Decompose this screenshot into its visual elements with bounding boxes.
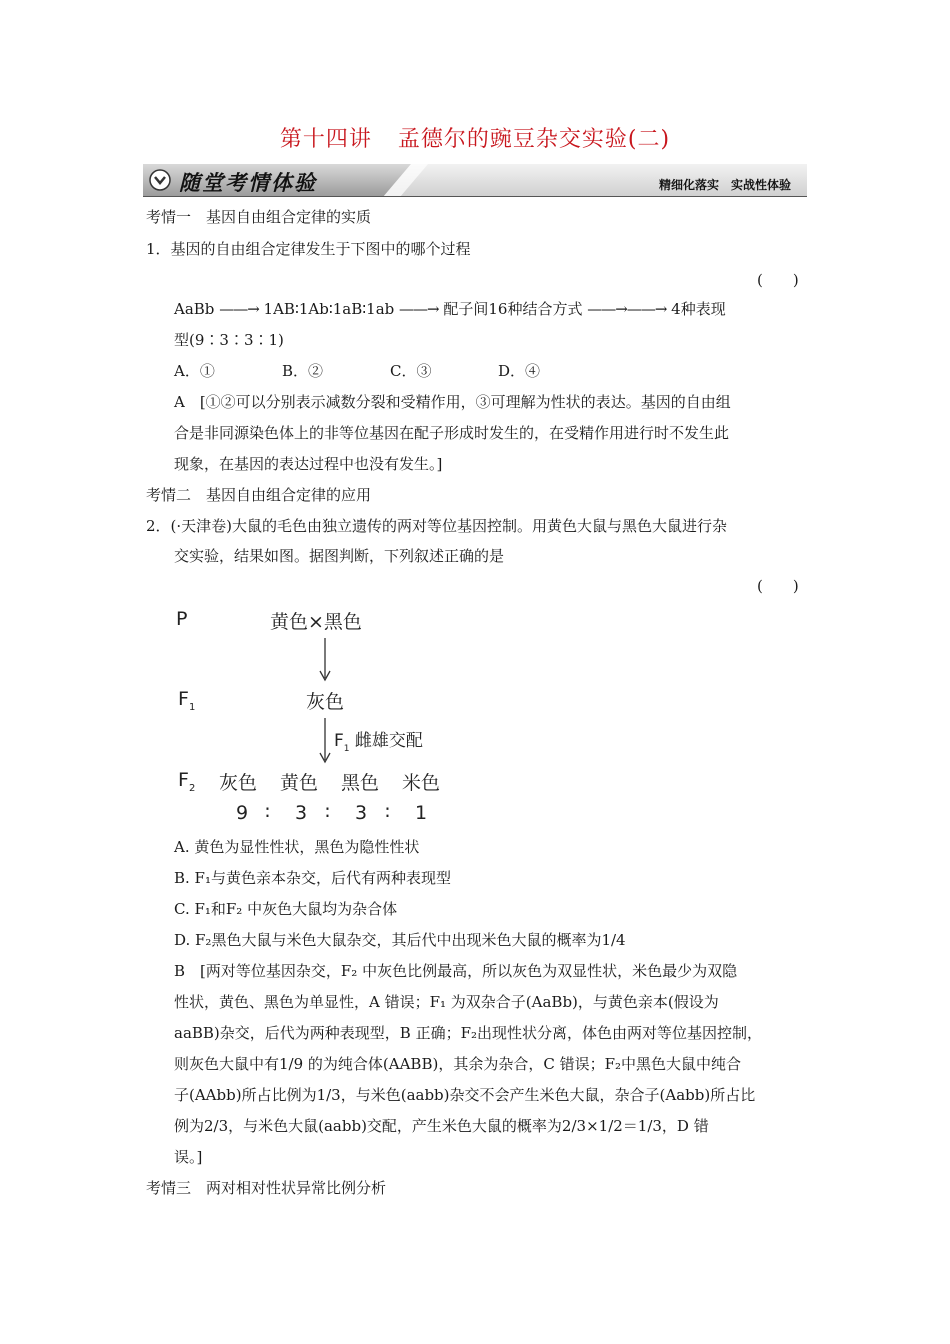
q2-option-c: C. F₁和F₂ 中灰色大鼠均为杂合体 [174, 900, 398, 918]
section-banner [143, 164, 807, 197]
question-2-stem-cont: 交实验，结果如图。据图判断，下列叙述正确的是 [174, 547, 505, 565]
section-heading-3: 考情三 两对相对性状异常比例分析 [146, 1179, 387, 1197]
ratio-separator: ∶ [385, 802, 390, 824]
q2-answer-line: 则灰色大鼠中有1/9 的为纯合体(AABB)，其余为杂合，C 错误；F₂中黑色大鼠中纯合 [174, 1055, 741, 1073]
f2-label: F [178, 769, 189, 791]
question-1-answer-paren: ( ) [757, 271, 799, 289]
gametes-ratio: 1AB∶1Ab∶1aB∶1ab [263, 300, 395, 318]
section-heading-2: 考情二 基因自由组合定律的应用 [146, 486, 372, 504]
ratio-value: 3 [355, 802, 368, 824]
q1-answer-line: 合是非同源染色体上的非等位基因在配子形成时发生的，在受精作用进行时不发生此 [174, 424, 730, 442]
q1-answer-line: A [①②可以分别表示减数分裂和受精作用，③可理解为性状的表达。基因的自由组 [174, 393, 731, 411]
process-arrow-2: ——→ [399, 300, 439, 318]
down-arrow-icon [318, 638, 332, 682]
lecture-topic: 孟德尔的豌豆杂交实验(二) [397, 127, 671, 152]
lecture-number: 第十四讲 [279, 127, 372, 152]
page-title [0, 122, 950, 153]
q1-option-d: D．④ [498, 362, 541, 380]
f1-cross-label [334, 726, 423, 754]
q2-answer-line: 性状，黄色、黑色为单显性，A 错误；F₁ 为双杂合子(AaBb)，与黄色亲本(假设为 [174, 993, 719, 1011]
process-arrow-3: ——→——→ [587, 300, 667, 318]
q2-answer-line: B [两对等位基因杂交，F₂ 中灰色比例最高，所以灰色为双显性状，米色最少为双隐 [174, 962, 738, 980]
cross-text: 雌雄交配 [354, 731, 423, 751]
banner-tagline: 精细化落实 实战性体验 [658, 178, 791, 192]
question-2-answer-paren: ( ) [757, 577, 799, 595]
f1-generation-label [178, 688, 196, 713]
q1-answer-line: 现象，在基因的表达过程中也没有发生。] [174, 455, 443, 473]
p-generation-label: P [176, 608, 188, 630]
q1-option-b: B．② [282, 362, 324, 380]
question-1-process-cont: 型(9∶3∶3∶1) [174, 331, 284, 349]
f1-phenotype: 灰色 [306, 691, 345, 713]
ratio-separator: ∶ [265, 802, 270, 824]
f2-generation-label [178, 769, 196, 794]
f2-phenotype: 米色 [402, 772, 441, 794]
f2-phenotype: 黑色 [341, 772, 380, 794]
f2-phenotype: 灰色 [219, 772, 258, 794]
question-1-process [174, 298, 726, 319]
q2-answer-line: 误。] [174, 1148, 203, 1166]
q1-option-a: A．① [174, 362, 215, 380]
down-arrow-icon [318, 718, 332, 764]
q1-option-c: C．③ [390, 362, 432, 380]
q2-option-d: D. F₂黑色大鼠与米色大鼠杂交，其后代中出现米色大鼠的概率为1/4 [174, 931, 626, 949]
q2-answer-line: 例为2/3，与米色大鼠(aabb)交配，产生米色大鼠的概率为2/3×1/2＝1/3，D 错 [174, 1117, 709, 1135]
question-1-stem: 1．基因的自由组合定律发生于下图中的哪个过程 [146, 240, 471, 258]
q2-answer-line: aaBB)杂交，后代为两种表现型，B 正确；F₂出现性状分离，体色由两对等位基因控制， [174, 1024, 762, 1042]
q2-answer-line: 子(AAbb)所占比例为1/3，与米色(aabb)杂交不会产生米色大鼠，杂合子(Aabb)所占比 [174, 1086, 756, 1104]
section-heading-1: 考情一 基因自由组合定律的实质 [146, 208, 372, 226]
chevron-circle-icon [149, 169, 171, 191]
phenotype-count: 4种表现 [671, 300, 726, 318]
f1-label: F [178, 688, 189, 710]
ratio-value: 3 [295, 802, 308, 824]
f2-phenotype: 黄色 [280, 772, 319, 794]
ratio-value: 1 [415, 802, 428, 824]
q2-option-b: B. F₁与黄色亲本杂交，后代有两种表现型 [174, 869, 451, 887]
parent-cross: 黄色×黑色 [270, 611, 362, 633]
q2-option-a: A. 黄色为显性性状，黑色为隐性性状 [174, 838, 420, 856]
f1-subscript: 1 [188, 702, 196, 713]
ratio-separator: ∶ [325, 802, 330, 824]
banner-title: 随堂考情体验 [179, 171, 317, 195]
f2-subscript: 2 [188, 783, 196, 794]
genotype-start: AaBb [174, 300, 215, 318]
cross-f-label: F [334, 731, 344, 751]
process-arrow-1: ——→ [219, 300, 259, 318]
question-2-stem: 2．(·天津卷)大鼠的毛色由独立遗传的两对等位基因控制。用黄色大鼠与黑色大鼠进行杂 [146, 517, 728, 535]
ratio-value: 9 [236, 802, 249, 824]
gamete-combinations: 配子间16种结合方式 [443, 300, 583, 318]
cross-f-subscript: 1 [343, 744, 350, 754]
